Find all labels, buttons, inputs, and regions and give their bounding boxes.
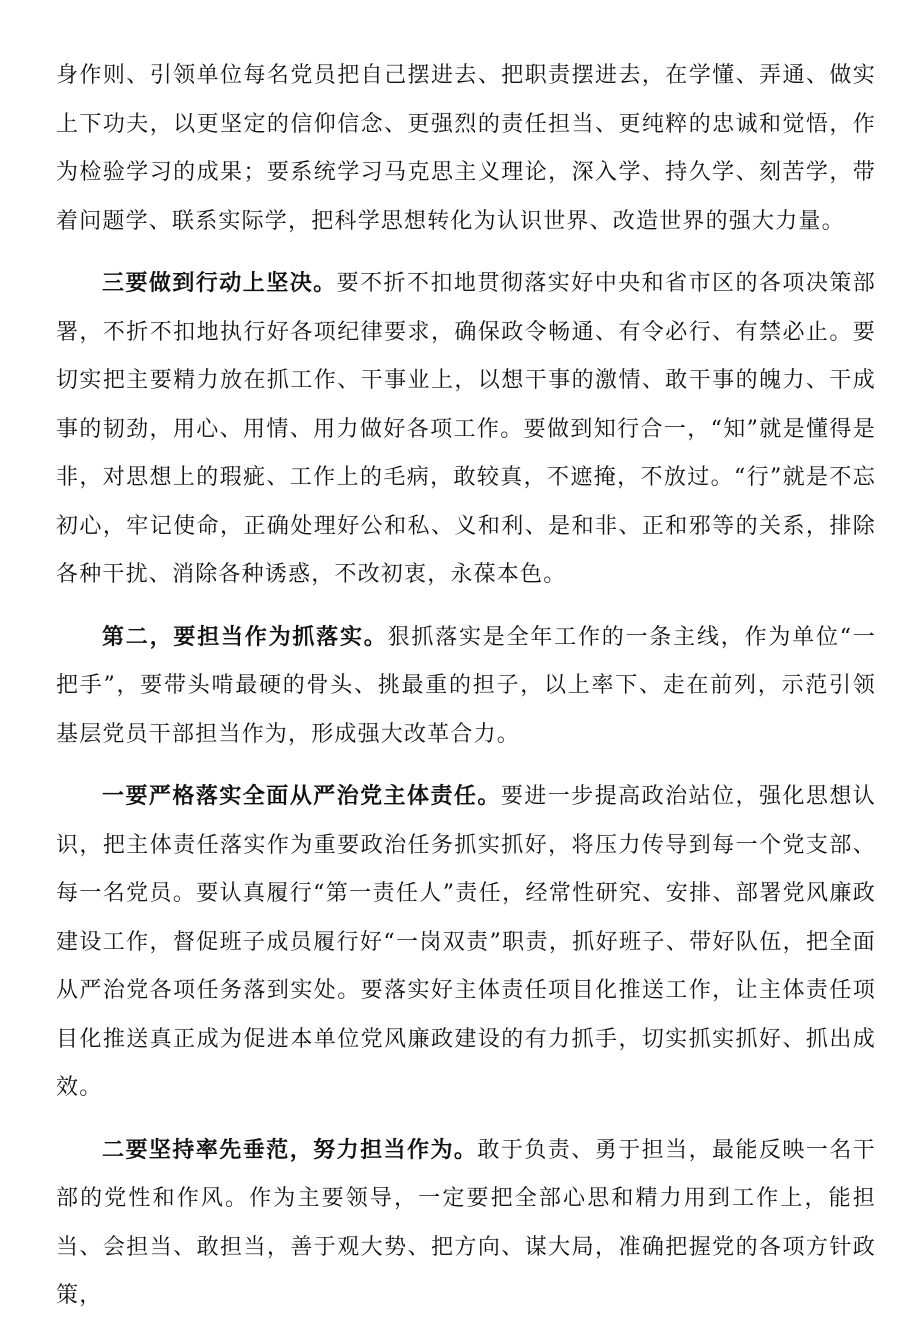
paragraph-1 [56,52,876,246]
paragraph-1-text: 身作则、引领单位每名党员把自己摆进去、把职责摆进去，在学懂、弄通、做实上下功夫，以更坚定的信仰信念、更强烈的责任担当、更纯粹的忠诚和觉悟，作为检验学习的成果；要系统学习马克思主义理论，深入学、持久学、刻苦学，带着问题学、联系实际学，把科学思想转化为认识世界、改造世界的强大力量。 [56,63,876,234]
paragraph-4 [56,773,876,1113]
paragraph-4-lead: 一要严格落实全面从严治党主体责任。 [102,784,501,809]
paragraph-5 [56,1127,876,1321]
paragraph-3-text: 狠抓落实是全年工作的一条主线，作为单位“一把手”，要带头啃最硬的骨头、挑最重的担子，以上率下、走在前列，示范引领基层党员干部担当作为，形成强大改革合力。 [56,624,877,747]
paragraph-5-text: 敢于负责、勇于担当，最能反映一名干部的党性和作风。作为主要领导，一定要把全部心思和精力用到工作上，能担当、会担当、敢担当，善于观大势、把方向、谋大局，准确把握党的各项方针政策， [56,1137,877,1308]
paragraph-3 [56,614,876,760]
paragraph-3-lead: 第二，要担当作为抓落实。 [102,624,388,650]
paragraph-5-lead: 二要坚持率先垂范，努力担当作为。 [102,1137,478,1163]
paragraph-2-text: 要不折不扣地贯彻落实好中央和省市区的各项决策部署，不折不扣地执行好各项纪律要求，确保政令畅通、有令必行、有禁必止。要切实把主要精力放在抓工作、干事业上，以想干事的激情、敢干事的魄力、干成事的韧劲，用心、用情、用力做好各项工作。要做到知行合一，“知”就是懂得是非，对思想上的瑕疵、工作上的毛病，敢较真，不遮掩，不放过。“行”就是不忘初心，牢记使命，正确处理好公和私、义和利、是和非、正和邪等的关系，排除各种干扰、消除各种诱惑，不改初衷，永葆本色。 [56,271,876,587]
paragraph-2-lead: 三要做到行动上坚决。 [102,271,337,296]
paragraph-4-text: 要进一步提高政治站位，强化思想认识，把主体责任落实作为重要政治任务抓实抓好，将压力传导到每一个党支部、每一名党员。要认真履行“第一责任人”责任，经常性研究、安排、部署党风廉政建设工作，督促班子成员履行好“一岗双责”职责，抓好班子、带好队伍，把全面从严治党各项任务落到实处。要落实好主体责任项目化推送工作，让主体责任项目化推送真正成为促进本单位党风廉政建设的有力抓手，切实抓实抓好、抓出成效。 [56,784,876,1100]
paragraph-2 [56,260,876,600]
